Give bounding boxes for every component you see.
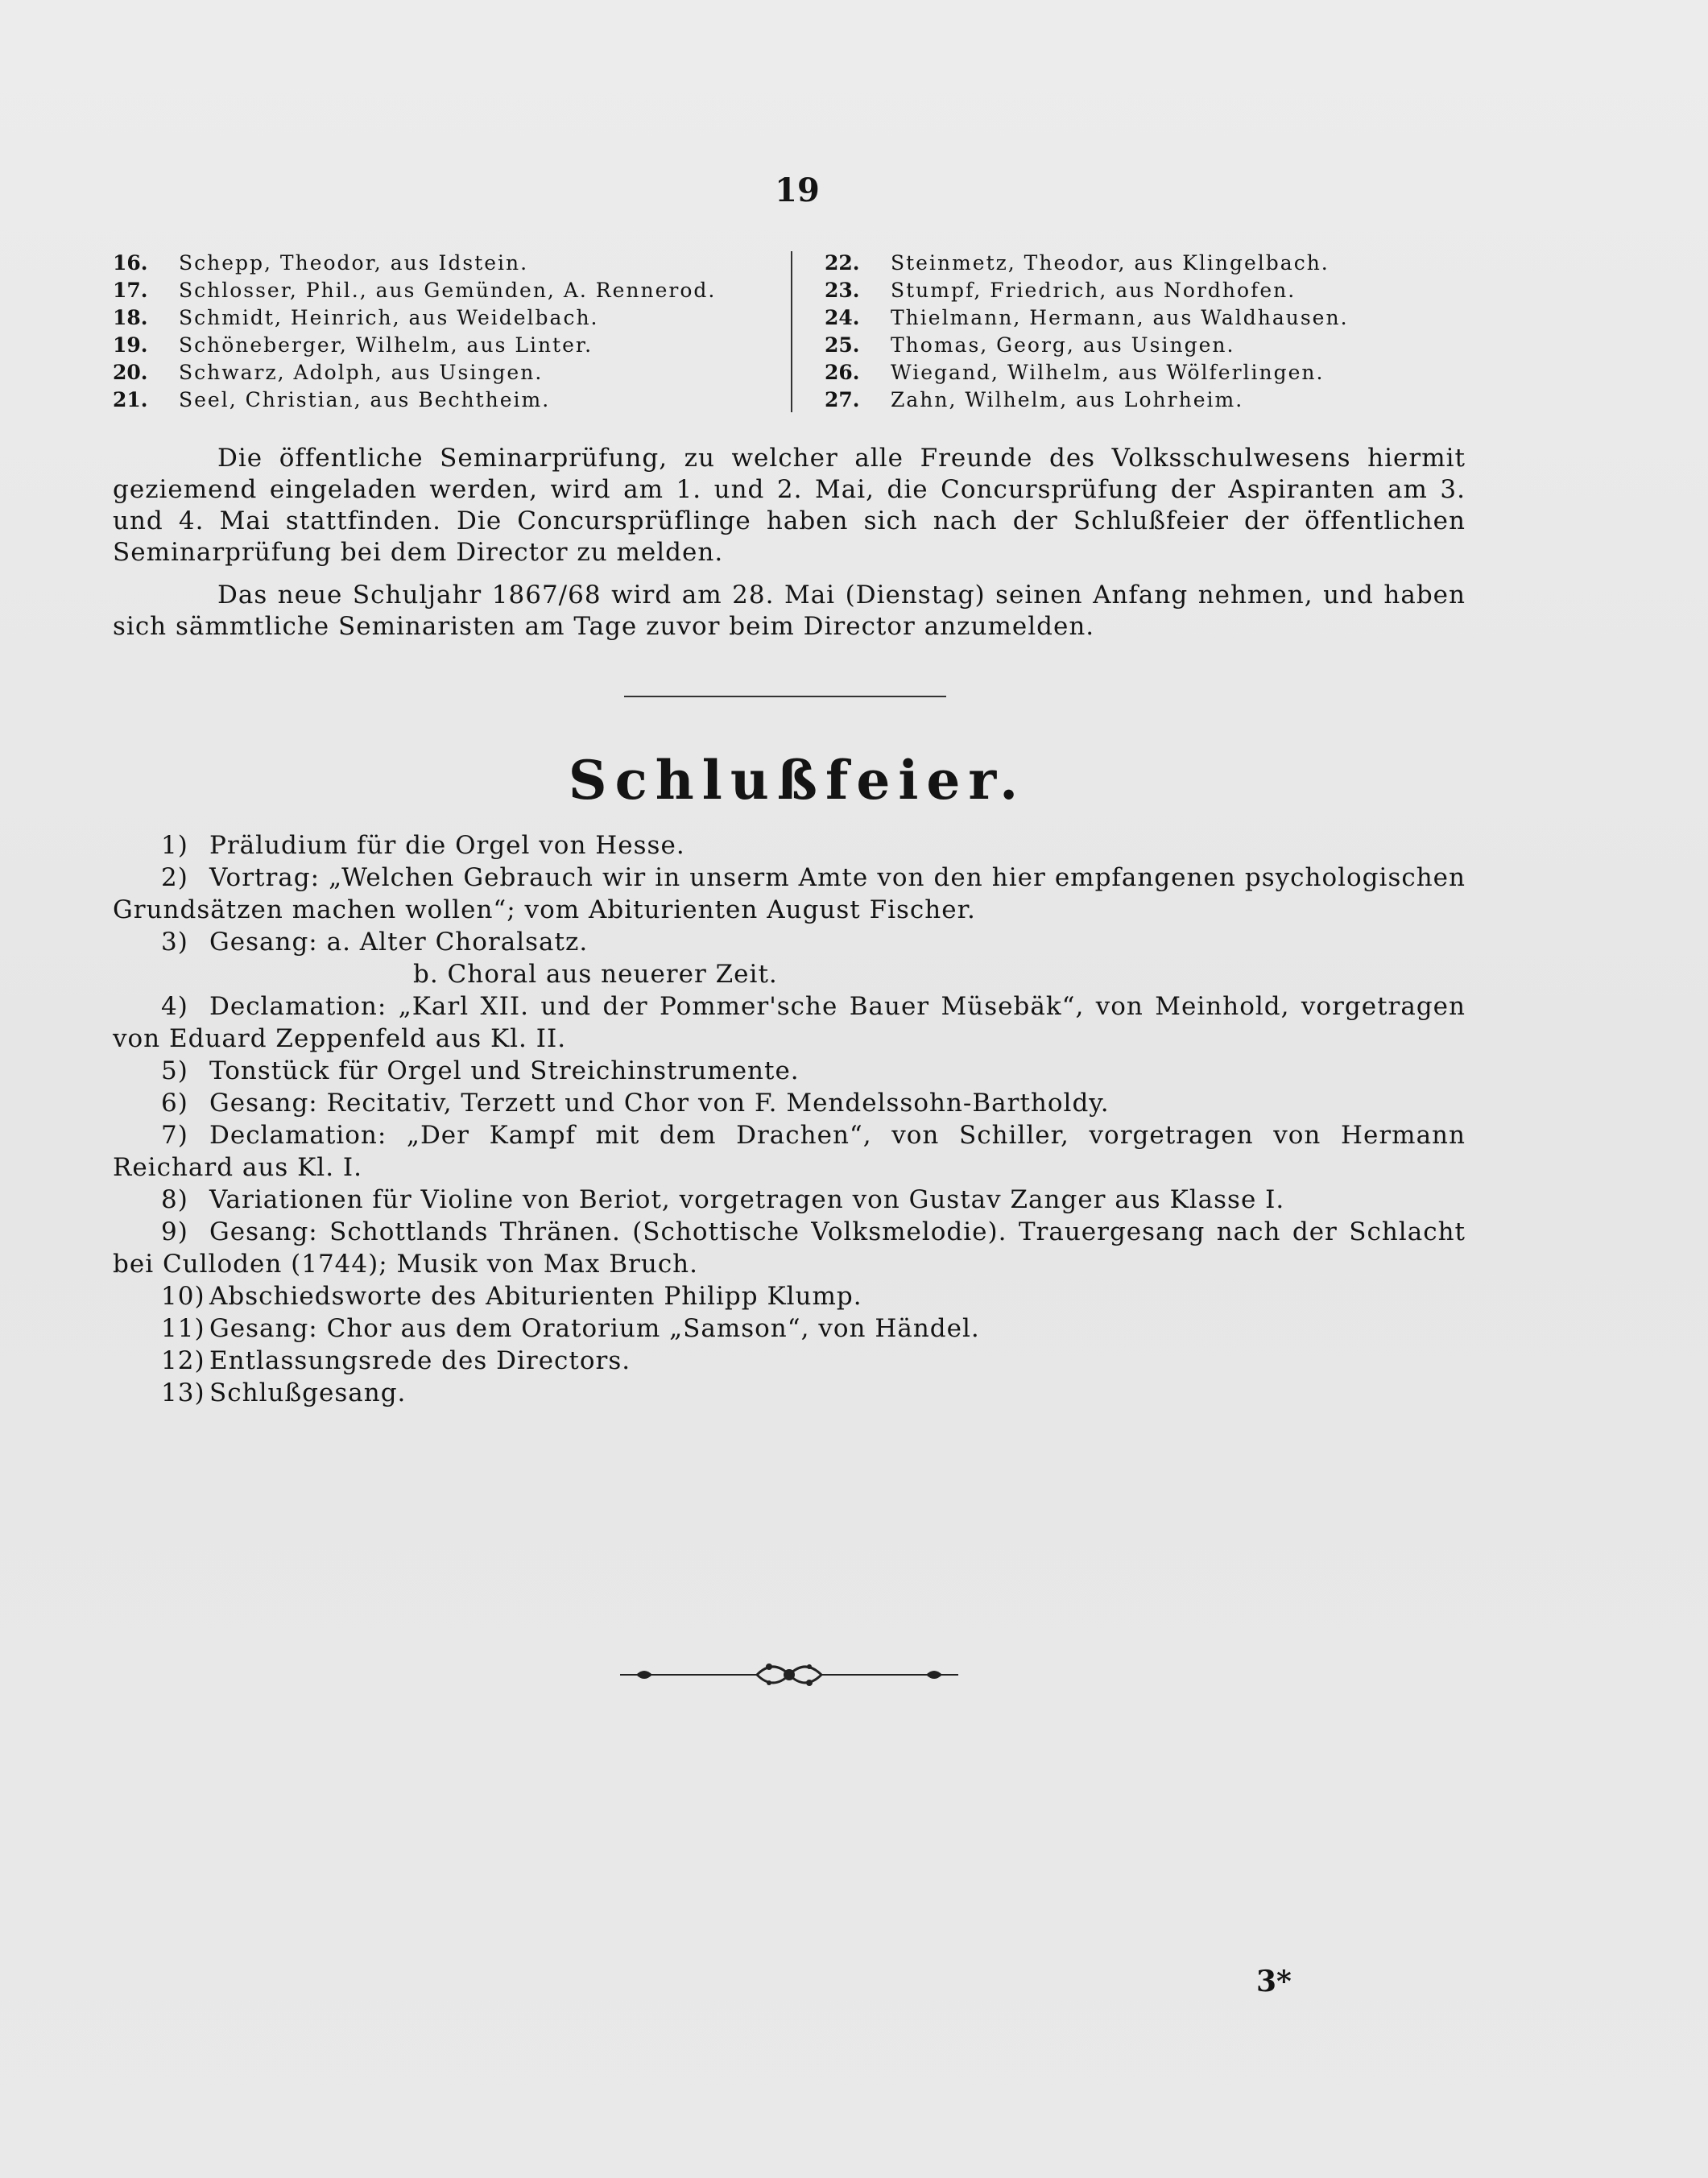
- entry-text: Wiegand, Wilhelm, aus Wölferlingen.: [891, 361, 1325, 384]
- program-item: [113, 990, 1466, 1055]
- program-item-text: Gesang: a. Alter Choralsatz.: [209, 928, 589, 957]
- program-item: [161, 1312, 1466, 1345]
- entry-text: Schepp, Theodor, aus Idstein.: [179, 251, 529, 275]
- entry-number: 25.: [825, 333, 860, 357]
- program-subitem: b. Choral aus neuerer Zeit.: [413, 960, 778, 989]
- section-rule: [624, 696, 946, 697]
- name-entry: [825, 250, 1549, 277]
- program-item-number: 4): [161, 992, 188, 1021]
- program-item: [113, 1184, 1466, 1216]
- program-item-number: 13): [161, 1378, 205, 1407]
- entry-text: Schöneberger, Wilhelm, aus Linter.: [179, 333, 593, 357]
- name-entry: [113, 332, 773, 359]
- entry-text: Stumpf, Friedrich, aus Nordhofen.: [891, 279, 1297, 302]
- program-item-text: Präludium für die Orgel von Hesse.: [209, 831, 685, 860]
- exam-announcement-paragraph: Die öffentliche Seminarprüfung, zu welcher alle Freunde des Volksschulwesens hiermit geziemend eingeladen werden, wird am 1. und 2. Mai, die Concursprüfung der Aspiranten am 3. und 4. Mai stattfinden. Die Concursprüflinge haben sich nach der Schlußfeier der öffentlichen Seminarprüfung bei dem Director zu melden.: [113, 444, 1466, 567]
- entry-number: 26.: [825, 361, 860, 384]
- program-item: [113, 1119, 1466, 1184]
- entry-number: 21.: [113, 388, 148, 411]
- program-item-number: 3): [161, 928, 188, 957]
- program-item-text: Gesang: Chor aus dem Oratorium „Samson“, von Händel.: [209, 1314, 980, 1343]
- program-item-number: 9): [161, 1217, 188, 1246]
- name-list-left-column: [113, 250, 773, 414]
- name-entry: [113, 359, 773, 386]
- program-item: [161, 1055, 1466, 1087]
- program-item-number: 11): [161, 1314, 205, 1343]
- name-entry: [113, 304, 773, 332]
- entry-text: Thielmann, Hermann, aus Waldhausen.: [891, 306, 1349, 329]
- entry-number: 17.: [113, 279, 148, 302]
- name-entry: [825, 359, 1549, 386]
- program-item-text: Entlassungsrede des Directors.: [209, 1346, 631, 1375]
- program-item: [161, 1087, 1466, 1119]
- entry-number: 20.: [113, 361, 148, 384]
- program-item: [113, 1216, 1466, 1280]
- program-item-text: Variationen für Violine von Beriot, vorgetragen von Gustav Zanger aus Klasse I.: [209, 1185, 1285, 1214]
- section-title: Schlußfeier.: [568, 749, 1027, 812]
- program-item-number: 5): [161, 1056, 188, 1085]
- name-entry: [825, 304, 1549, 332]
- program-item: [161, 1377, 1466, 1409]
- program-item-text: Tonstück für Orgel und Streichinstrumente.: [209, 1056, 800, 1085]
- program-item-text: Gesang: Schottlands Thränen. (Schottische Volksmelodie). Trauergesang nach der Schlacht bei Culloden (1744); Musik von Max Bruch.: [113, 1217, 1466, 1279]
- program-item-number: 1): [161, 831, 188, 860]
- name-entry: [825, 332, 1549, 359]
- entry-text: Steinmetz, Theodor, aus Klingelbach.: [891, 251, 1330, 275]
- program-item-text: Abschiedsworte des Abiturienten Philipp Klump.: [209, 1282, 862, 1311]
- program-item-text: Gesang: Recitativ, Terzett und Chor von F. Mendelssohn-Bartholdy.: [209, 1089, 1110, 1118]
- entry-number: 23.: [825, 279, 860, 302]
- entry-text: Seel, Christian, aus Bechtheim.: [179, 388, 551, 411]
- entry-number: 19.: [113, 333, 148, 357]
- program-item-text: Declamation: „Der Kampf mit dem Drachen“, von Schiller, vorgetragen von Hermann Reichard aus Kl. I.: [113, 1121, 1466, 1182]
- program-item: [161, 926, 1466, 958]
- name-entry: [113, 250, 773, 277]
- program-item-text: Schlußgesang.: [209, 1378, 407, 1407]
- program-item: [161, 1280, 1466, 1312]
- program-item-number: 6): [161, 1089, 188, 1118]
- program-item-text: Vortrag: „Welchen Gebrauch wir in unserm Amte von den hier empfangenen psychologischen Grundsätzen machen wollen“; vom Abiturienten August Fischer.: [113, 863, 1466, 924]
- program-item: [161, 1345, 1466, 1377]
- program-item-number: 2): [161, 863, 188, 892]
- entry-text: Schwarz, Adolph, aus Usingen.: [179, 361, 544, 384]
- name-entry: [825, 277, 1549, 304]
- entry-number: 27.: [825, 388, 860, 411]
- name-entry: [113, 277, 773, 304]
- entry-number: 24.: [825, 306, 860, 329]
- floral-ornament-icon: [612, 1655, 966, 1695]
- entry-number: 18.: [113, 306, 148, 329]
- program-item-number: 10): [161, 1282, 205, 1311]
- page-number: 19: [775, 172, 820, 209]
- name-entry: [113, 386, 773, 414]
- entry-text: Zahn, Wilhelm, aus Lohrheim.: [891, 388, 1244, 411]
- ceremony-program: [113, 829, 1466, 1409]
- name-list-right-column: [825, 250, 1549, 414]
- program-item-number: 8): [161, 1185, 188, 1214]
- entry-text: Thomas, Georg, aus Usingen.: [891, 333, 1235, 357]
- entry-text: Schlosser, Phil., aus Gemünden, A. Rennerod.: [179, 279, 717, 302]
- column-divider: [791, 251, 792, 412]
- program-item-number: 7): [161, 1121, 188, 1150]
- entry-number: 16.: [113, 251, 148, 275]
- student-name-list: [113, 250, 1466, 419]
- program-item-number: 12): [161, 1346, 205, 1375]
- program-item-text: Declamation: „Karl XII. und der Pommer'sche Bauer Müsebäk“, von Meinhold, vorgetragen von Eduard Zeppenfeld aus Kl. II.: [113, 992, 1466, 1053]
- school-year-paragraph: Das neue Schuljahr 1867/68 wird am 28. Mai (Dienstag) seinen Anfang nehmen, und haben sich sämmtliche Seminaristen am Tage zuvor beim Director anzumelden.: [113, 581, 1466, 641]
- program-item: [161, 829, 1466, 862]
- name-entry: [825, 386, 1549, 414]
- signature-mark: 3*: [1256, 1965, 1292, 1998]
- program-item: [113, 862, 1466, 926]
- entry-text: Schmidt, Heinrich, aus Weidelbach.: [179, 306, 599, 329]
- entry-number: 22.: [825, 251, 860, 275]
